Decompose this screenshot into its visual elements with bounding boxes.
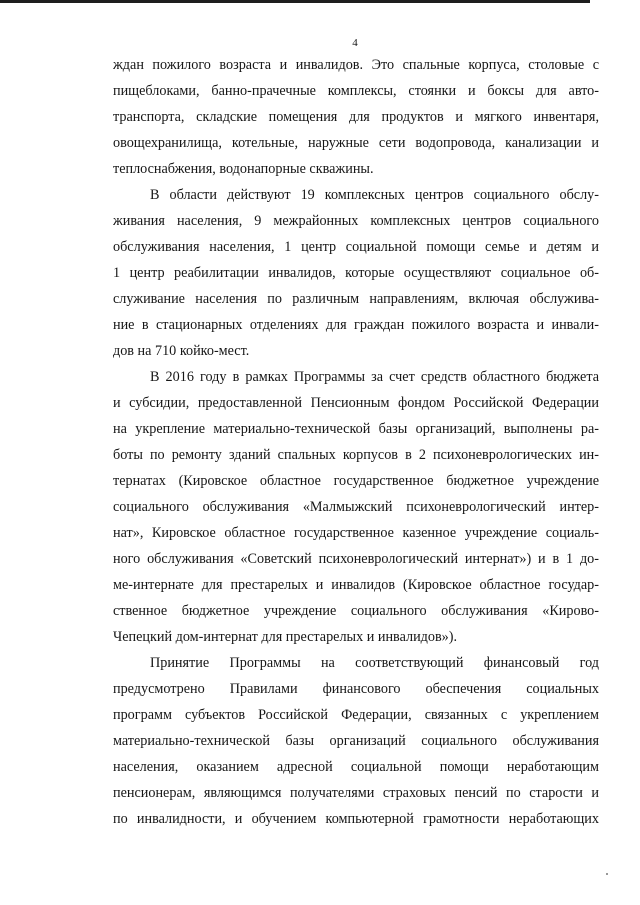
text-line: предусмотрено Правилами финансового обеспечения социальных [113,681,599,697]
paragraph-first-line: В области действуют 19 комплексных центров социального обслу- [150,187,599,203]
text-line: материально-технической базы организаций социального обслуживания [113,733,599,749]
text-line: служивание населения по различным направлениям, включая обслужива- [113,291,599,307]
text-line: транспорта, складские помещения для продуктов и мягкого инвентаря, [113,109,599,125]
text-line: Чепецкий дом-интернат для престарелых и инвалидов»). [113,629,458,645]
text-line: обслуживания населения, 1 центр социальной помощи семье и детям и [113,239,599,255]
text-line: овощехранилища, котельные, наружные сети водопровода, канализации и [113,135,599,151]
text-line: пенсионерам, являющимся получателями страховых пенсий по старости и [113,785,599,801]
text-line: тернатах (Кировское областное государственное бюджетное учреждение [113,473,599,489]
scan-top-edge [0,0,590,3]
text-line: 1 центр реабилитации инвалидов, которые осуществляют социальное об- [113,265,599,281]
text-line: дов на 710 койко-мест. [113,343,250,359]
text-line: пищеблоками, банно-прачечные комплексы, стоянки и боксы для авто- [113,83,599,99]
text-line: по инвалидности, и обучением компьютерной грамотности неработающих [113,811,599,827]
text-line: ждан пожилого возраста и инвалидов. Это спальные корпуса, столовые с [113,57,599,73]
text-line: боты по ремонту зданий спальных корпусов в 2 психоневрологических ин- [113,447,599,463]
text-line: социального обслуживания «Малмыжский психоневрологический интер- [113,499,599,515]
text-line: программ субъектов Российской Федерации, связанных с укреплением [113,707,599,723]
text-line: ного обслуживания «Советский психоневрологический интернат») и в 1 до- [113,551,599,567]
text-line: нат», Кировское областное государственное казенное учреждение социаль- [113,525,599,541]
text-line: живания населения, 9 межрайонных комплексных центров социального [113,213,599,229]
text-line: и субсидии, предоставленной Пенсионным фондом Российской Федерации [113,395,599,411]
text-line: населения, оказанием адресной социальной помощи неработающим [113,759,599,775]
paragraph-first-line: В 2016 году в рамках Программы за счет средств областного бюджета [150,369,599,385]
text-line: ме-интернате для престарелых и инвалидов (Кировское областное государ- [113,577,599,593]
text-line: теплоснабжения, водонапорные скважины. [113,161,374,177]
paragraph-first-line: Принятие Программы на соответствующий финансовый год [150,655,599,671]
scan-speck [606,873,608,875]
text-line: ние в стационарных отделениях для граждан пожилого возраста и инвали- [113,317,599,333]
text-line: ственное бюджетное учреждение социального обслуживания «Кирово- [113,603,599,619]
text-line: на укрепление материально-технической базы организаций, выполнены ра- [113,421,599,437]
page-number: 4 [352,37,358,49]
